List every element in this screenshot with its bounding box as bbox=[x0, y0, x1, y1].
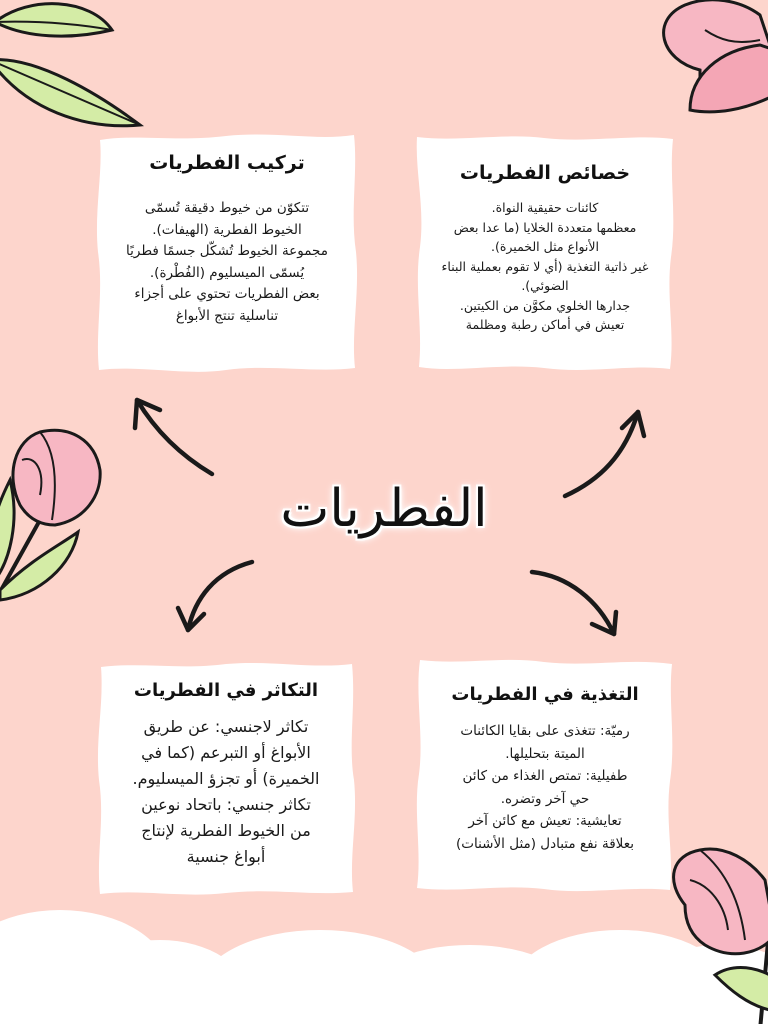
nutrition-line: حي آخر وتضره. bbox=[500, 790, 590, 807]
characteristics-line: غير ذاتية التغذية (أي لا تقوم بعملية البناء bbox=[441, 258, 649, 274]
structure-line: تتكوّن من خيوط دقيقة تُسمّى bbox=[144, 200, 310, 216]
reproduction-line: من الخيوط الفطرية لإنتاج bbox=[141, 821, 311, 840]
characteristics-heading: خصائص الفطريات bbox=[459, 162, 631, 184]
characteristics-line: تعيش في أماكن رطبة ومظلمة bbox=[465, 317, 625, 332]
arrow-to-structure bbox=[135, 400, 212, 474]
reproduction-line: تكاثر لاجنسي: عن طريق bbox=[143, 717, 309, 736]
characteristics-line: معظمها متعددة الخلايا (ما عدا بعض bbox=[453, 219, 637, 235]
characteristics-line: كائنات حقيقية النواة. bbox=[491, 200, 599, 215]
reproduction-line: الخميرة) أو تجزؤ الميسليوم. bbox=[132, 769, 320, 788]
nutrition-line: طفيلية: تمتص الغذاء من كائن bbox=[462, 768, 628, 784]
reproduction-heading: التكاثر في الفطريات bbox=[133, 680, 319, 701]
arrow-to-nutrition bbox=[532, 572, 616, 634]
structure-line: مجموعة الخيوط تُشكّل جسمًا فطريًا bbox=[126, 243, 328, 259]
reproduction-line: الأبواغ أو التبرعم (كما في bbox=[141, 743, 311, 762]
characteristics-line: الضوئي). bbox=[521, 278, 569, 293]
structure-line: تناسلية تنتج الأبواغ bbox=[175, 307, 279, 324]
nutrition-line: بعلاقة نفع متبادل (مثل الأشنات) bbox=[456, 835, 634, 852]
nutrition-line: تعايشية: تعيش مع كائن آخر bbox=[468, 813, 622, 829]
characteristics-line: جدارها الخلوي مكوَّن من الكيتين. bbox=[459, 297, 631, 313]
nutrition-heading: التغذية في الفطريات bbox=[451, 684, 639, 705]
structure-line: بعض الفطريات تحتوي على أجزاء bbox=[134, 286, 320, 302]
structure-heading: تركيب الفطريات bbox=[149, 152, 305, 174]
reproduction-line: أبواغ جنسية bbox=[186, 847, 266, 866]
structure-line: يُسمّى الميسليوم (الفُطْرة). bbox=[149, 264, 305, 281]
nutrition-line: رميّة: تتغذى على بقايا الكائنات bbox=[460, 723, 630, 739]
structure-line: الخيوط الفطرية (الهيفات). bbox=[152, 221, 302, 238]
characteristics-line: الأنواع مثل الخميرة). bbox=[491, 239, 599, 254]
main-title: الفطريات bbox=[280, 479, 488, 539]
reproduction-line: تكاثر جنسي: باتحاد نوعين bbox=[141, 795, 311, 814]
arrow-to-characteristics bbox=[565, 412, 644, 496]
nutrition-line: الميتة بتحليلها. bbox=[505, 745, 585, 762]
arrow-to-reproduction bbox=[178, 562, 252, 630]
